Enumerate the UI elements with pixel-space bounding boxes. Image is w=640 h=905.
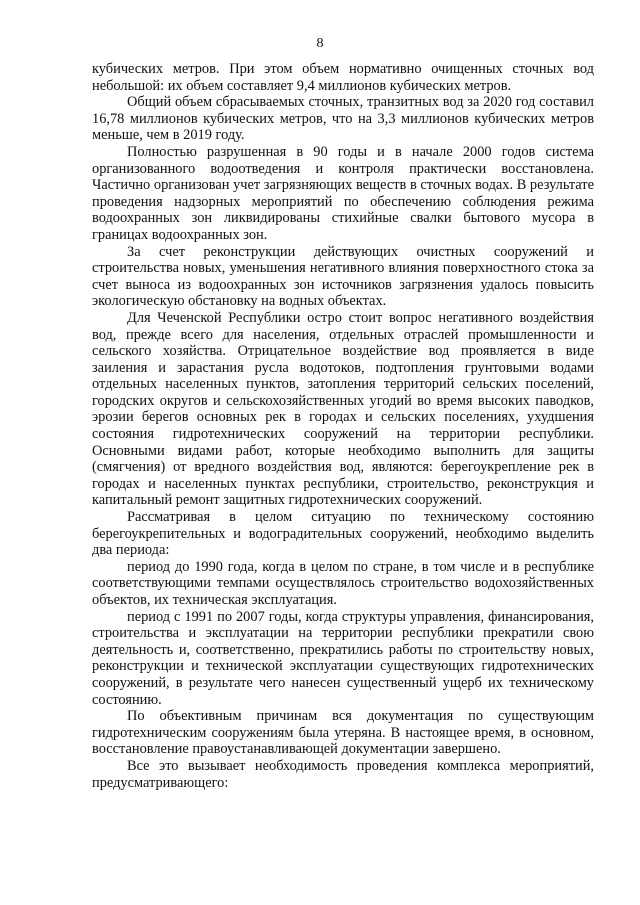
paragraph: Полностью разрушенная в 90 годы и в начале 2000 годов система организованного водоотведения и контроля практически восстановлена. Частично организован учет загрязняющих веществ в сточных водах. В результате проведения надзорных мероприятий по обеспечению соблюдения режима водоохранных зон ликвидированы стихийные свалки бытового мусора в границах водоохранных зон. [92,143,594,243]
paragraph: По объективным причинам вся документация по существующим гидротехническим сооружениям была утеряна. В настоящее время, в основном, восстановление правоустанавливающей документации завершено. [92,708,594,758]
document-body [92,61,594,791]
page-number: 8 [316,36,324,51]
paragraph: Для Чеченской Республики остро стоит вопрос негативного воздействия вод, прежде всего для населения, отдельных отраслей промышленности и сельского хозяйства. Отрицательное воздействие вод проявляется в виде заиления и зарастания русла водотоков, подтопления грунтовыми водами отдельных населенных пунктов, затопления территорий сельских поселений, городских округов и сельскохозяйственных угодий во время высоких паводков, эрозии берегов основных рек в городах и сельских поселениях, ухудшения состояния гидротехнических сооружений на территории республики. Основными видами работ, которые необходимо выполнить для защиты (смягчения) от вредного воздействия вод, являются: берегоукрепление рек в городах и населенных пунктах республики, строительство, реконструкция и капитальный ремонт защитных гидротехнических сооружений. [92,309,594,509]
paragraph: Общий объем сбрасываемых сточных, транзитных вод за 2020 год составил 16,78 миллионов кубических метров, что на 3,3 миллионов кубических метров меньше, чем в 2019 году. [92,94,594,144]
paragraph: период до 1990 года, когда в целом по стране, в том числе и в республике соответствующими темпами осуществлялось строительство водохозяйственных объектов, их техническая эксплуатация. [92,558,594,608]
paragraph-continuation: кубических метров. При этом объем нормативно очищенных сточных вод небольшой: их объем составляет 9,4 миллионов кубических метров. [92,61,594,94]
paragraph: период с 1991 по 2007 годы, когда структуры управления, финансирования, строительства и эксплуатации на территории республики прекратили свою деятельность и, соответственно, прекратились работы по строительству новых, реконструкции и технической эксплуатации существующих гидротехнических сооружений, в результате чего нанесен существенный ущерб их техническому состоянию. [92,608,594,708]
paragraph: Рассматривая в целом ситуацию по техническому состоянию берегоукрепительных и водоградительных сооружений, необходимо выделить два периода: [92,509,594,559]
paragraph: Все это вызывает необходимость проведения комплекса мероприятий, предусматривающего: [92,757,594,791]
paragraph: За счет реконструкции действующих очистных сооружений и строительства новых, уменьшения негативного влияния поверхностного стока за счет выноса из водоохранных зон источников загрязнения удалось повысить экологическую обстановку на водных объектах. [92,243,594,310]
